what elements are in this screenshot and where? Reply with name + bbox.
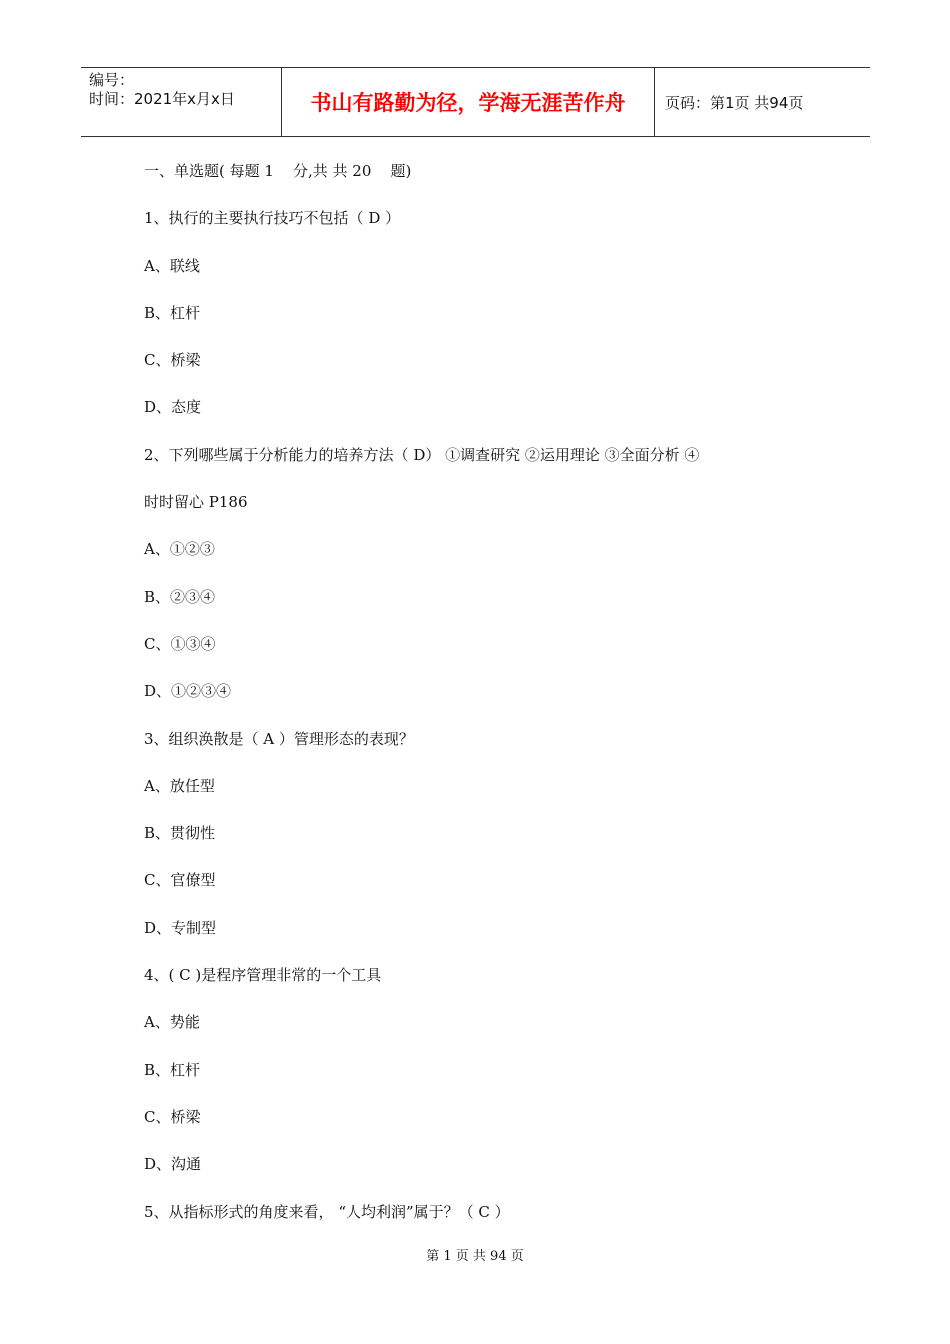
question-1-option-c: C、桥梁 — [144, 351, 201, 370]
question-3-option-b: B、贯彻性 — [144, 824, 216, 843]
question-4: 4、( C )是程序管理非常的一个工具 — [144, 966, 382, 985]
document-date-label: 时间：2021年x月x日 — [89, 90, 235, 108]
question-4-option-b: B、杠杆 — [144, 1060, 201, 1079]
question-1-option-b: B、杠杆 — [144, 303, 201, 322]
question-2-continued: 时时留心 P186 — [144, 493, 248, 512]
question-3-option-d: D、专制型 — [144, 918, 217, 937]
question-1: 1、执行的主要执行技巧不包括（ D ） — [144, 209, 401, 228]
question-2-option-a: A、①②③ — [144, 540, 215, 559]
question-3: 3、组织涣散是（ A ）管理形态的表现？ — [144, 729, 414, 748]
question-2-option-c: C、①③④ — [144, 634, 216, 653]
question-1-option-a: A、联线 — [144, 256, 200, 275]
question-5: 5、从指标形式的角度来看， “人均利润”属于？（ C ） — [144, 1202, 510, 1221]
header-motto: 书山有路勤为径，学海无涯苦作舟 — [310, 91, 626, 115]
header-page-info: 页码：第1页 共94页 — [665, 93, 804, 112]
question-2: 2、下列哪些属于分析能力的培养方法（ D） ①调查研究 ②运用理论 ③全面分析 ④ — [144, 445, 700, 464]
question-2-option-d: D、①②③④ — [144, 682, 232, 701]
question-4-option-c: C、桥梁 — [144, 1107, 201, 1126]
question-4-option-a: A、势能 — [144, 1013, 200, 1032]
question-4-option-d: D、沟通 — [144, 1155, 202, 1174]
section-heading: 一、单选题( 每题 1 分,共 共 20 题) — [144, 162, 412, 180]
document-number-label: 编号： — [89, 71, 135, 89]
header-meta — [89, 71, 235, 109]
page-footer: 第 1 页 共 94 页 — [426, 1249, 524, 1264]
header-divider-right — [654, 68, 655, 136]
question-content — [144, 148, 824, 1236]
question-2-option-b: B、②③④ — [144, 587, 216, 606]
question-3-option-a: A、放任型 — [144, 776, 215, 795]
question-3-option-c: C、官僚型 — [144, 871, 216, 890]
question-1-option-d: D、态度 — [144, 398, 202, 417]
document-header — [81, 67, 870, 137]
